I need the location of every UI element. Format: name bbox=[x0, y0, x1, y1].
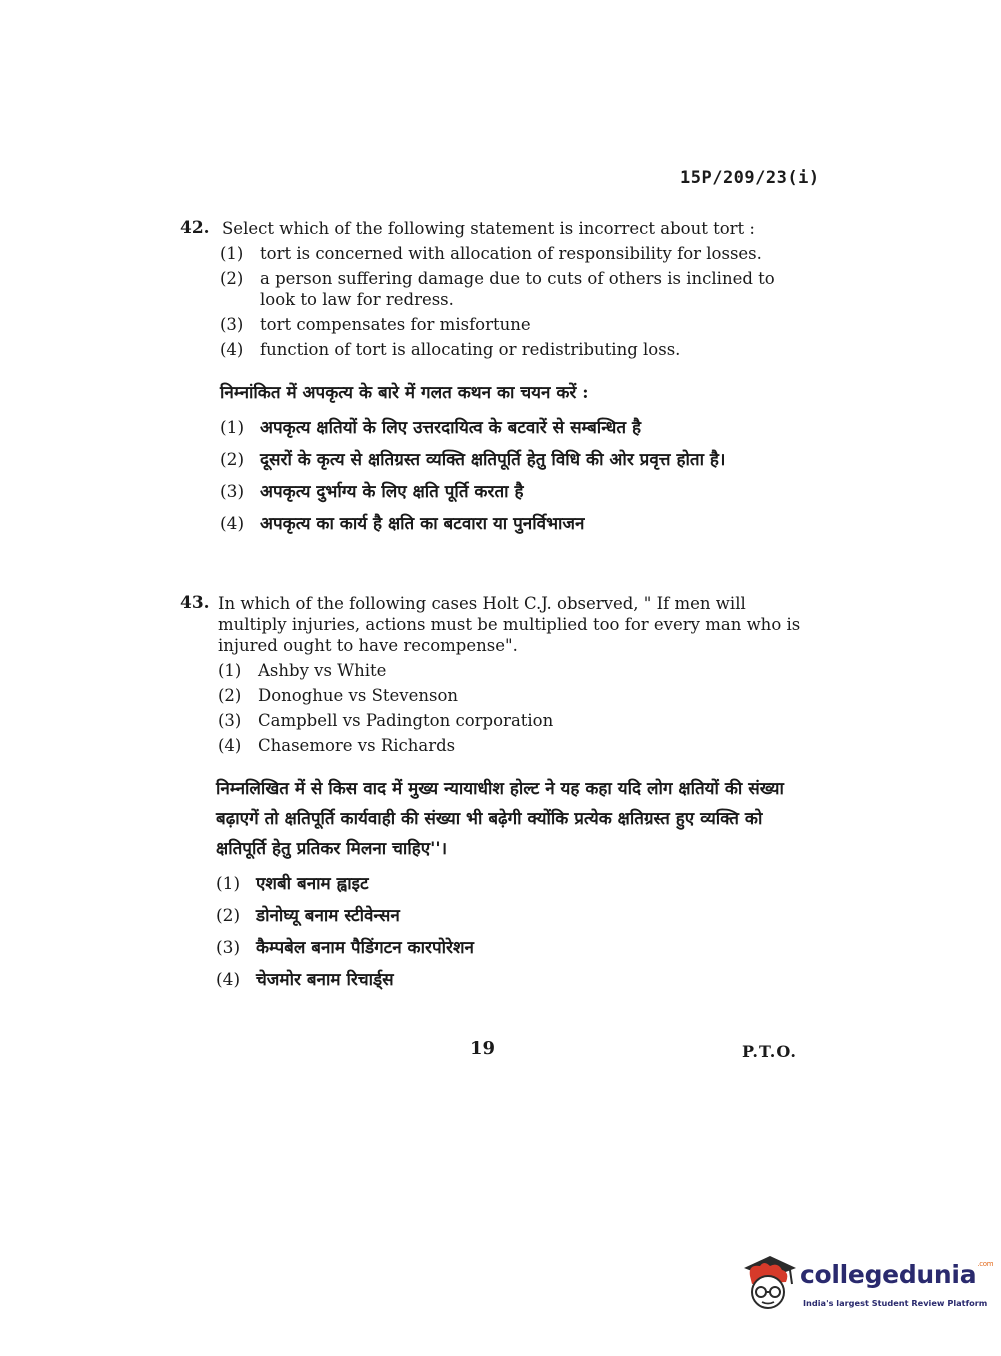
option-hindi-2: (2) डोनोघ्यू बनाम स्टीवेन्सन bbox=[216, 906, 400, 926]
question-text: In which of the following cases Holt C.J. observed, " If men will multiply injuries, actions must be multiplied too for every man who is injured ought to have recompense". bbox=[218, 594, 801, 655]
pto-label: P.T.O. bbox=[742, 1042, 797, 1061]
option-4: (4) function of tort is allocating or redistributing loss. bbox=[220, 340, 681, 359]
options-list-hindi bbox=[216, 870, 810, 994]
page-number: 19 bbox=[470, 1038, 496, 1059]
option-1: (1) tort is concerned with allocation of responsibility for losses. bbox=[220, 244, 762, 263]
option-hindi-3: (3) कैम्पबेल बनाम पैडिंगटन कारपोरेशन bbox=[216, 938, 474, 958]
option-4: (4) Chasemore vs Richards bbox=[218, 736, 456, 755]
brand-tagline: India's largest Student Review Platform bbox=[803, 1298, 988, 1308]
option-3: (3) tort compensates for misfortune bbox=[220, 315, 531, 334]
option-hindi-1: (1) अपकृत्य क्षतियों के लिए उत्तरदायित्व के बटवारें से सम्बन्धित है bbox=[220, 418, 641, 438]
question-number: 43. bbox=[180, 593, 210, 613]
option-hindi-3: (3) अपकृत्य दुर्भाग्य के लिए क्षति पूर्ति करता है bbox=[220, 482, 524, 502]
collegedunia-watermark bbox=[740, 1248, 994, 1318]
option-1: (1) Ashby vs White bbox=[218, 661, 387, 680]
question-text-hindi: निम्नलिखित में से किस वाद में मुख्य न्यायाधीश होल्ट ने यह कहा यदि लोग क्षतियों की संख्या बढ़ाएगें तो क्षतिपूर्ति कार्यवाही की संख्या भी बढ़ेगी क्योंकि प्रत्येक क्षतिग्रस्त हुए व्यक्ति को क्षतिपूर्ति हेतु प्रतिकर मिलना चाहिए''। bbox=[216, 779, 784, 859]
brand-name: collegedunia$^{.com}$ bbox=[800, 1260, 994, 1289]
option-hindi-4: (4) अपकृत्य का कार्य है क्षति का बटवारा या पुनर्विभाजन bbox=[220, 514, 585, 534]
question-43 bbox=[180, 593, 810, 998]
collegedunia-logo-icon bbox=[740, 1250, 798, 1314]
option-3: (3) Campbell vs Padington corporation bbox=[218, 711, 554, 730]
option-2: (2) a person suffering damage due to cuts of others is inclined to look to law for redress. bbox=[220, 269, 775, 309]
options-list bbox=[220, 243, 810, 360]
paper-code: 15P/209/23(i) bbox=[680, 168, 820, 188]
option-hindi-2: (2) दूसरों के कृत्य से क्षतिग्रस्त व्यक्ति क्षतिपूर्ति हेतु विधि की ओर प्रवृत्त होता है। bbox=[220, 450, 726, 470]
question-42 bbox=[180, 218, 810, 542]
question-text: Select which of the following statement is incorrect about tort : bbox=[222, 219, 755, 238]
option-2: (2) Donoghue vs Stevenson bbox=[218, 686, 459, 705]
option-hindi-1: (1) एशबी बनाम ह्वाइट bbox=[216, 874, 369, 894]
question-number: 42. bbox=[180, 218, 210, 238]
question-text-hindi: निम्नांकित में अपकृत्य के बारे में गलत कथन का चयन करें : bbox=[220, 383, 589, 403]
options-list bbox=[218, 660, 810, 756]
option-hindi-4: (4) चेजमोर बनाम रिचार्ड्स bbox=[216, 970, 394, 990]
options-list-hindi bbox=[220, 414, 810, 538]
